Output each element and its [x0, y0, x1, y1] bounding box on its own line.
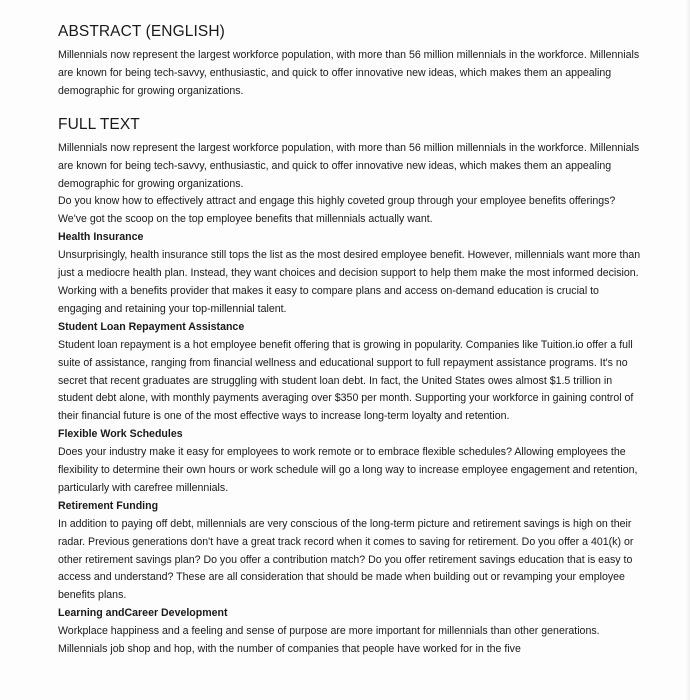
section-title-retirement: Retirement Funding	[58, 499, 159, 512]
abstract-paragraph: Millennials now represent the largest workforce population, with more than 56 million millennials in the workforce. Millennials are known for being tech-savvy, enthusiastic, and quick to offer innovative new ideas, which makes them an appealing demographic for growing organizations.	[58, 49, 640, 97]
section-body-health-insurance: Unsurprisingly, health insurance still tops the list as the most desired employee benefit. However, millennials want more than just a mediocre health plan. Instead, they want choices and decision support to help them make the most informed decision. Working with a benefits provider that makes it easy to compare plans and access on-demand education is crucial to engaging and retaining your top-millennial talent.	[58, 249, 641, 315]
section-body-retirement: In addition to paying off debt, millennials are very conscious of the long-term picture and retirement savings is high on their radar. Previous generations don't have a great track record when it comes to saving for retirement. Do you offer a 401(k) or other retirement savings plan? Do you offer a contribution match? Do you offer retirement savings education that is easy to access and understand? These are all consideration that should be made when building out or revamping your employee benefits plans.	[58, 517, 634, 602]
intro-paragraph: We've got the scoop on the top employee benefits that millennials actually want.	[58, 213, 433, 226]
section-body-learning-career: Workplace happiness and a feeling and sense of purpose are more important for millennials than other generations. Millennials job shop and hop, with the number of companies that people have worked for in the five	[58, 625, 600, 656]
section-title-health-insurance: Health Insurance	[58, 231, 144, 244]
section-title-flexible-work: Flexible Work Schedules	[58, 428, 183, 441]
section-body-student-loan: Student loan repayment is a hot employee benefit offering that is growing in popularity. Companies like Tuition.io offer a full suite of assistance, ranging from financial wellness and educational support to full repayment assistance programs. It's no secret that recent graduates are struggling with student loan debt. In fact, the United States owes almost $1.5 trillion in student debt alone, with monthly payments averaging over $350 per month. Supporting your workforce in gaining control of their financial future is one of the most effective ways to increase long-term loyalty and retention.	[58, 338, 634, 423]
page-edge-shadow	[686, 0, 690, 700]
section-title-learning-career: Learning andCareer Development	[58, 607, 228, 620]
section-title-student-loan: Student Loan Repayment Assistance	[58, 320, 245, 333]
section-body-flexible-work: Does your industry make it easy for employees to work remote or to embrace flexible schedules? Allowing employees the flexibility to determine their own hours or work schedule will go a long way to increase employee engagement and retention, particularly with carefree millennials.	[58, 446, 638, 494]
abstract-heading: ABSTRACT (ENGLISH)	[58, 23, 225, 40]
intro-paragraph: Millennials now represent the largest workforce population, with more than 56 million millennials in the workforce. Millennials are known for being tech-savvy, enthusiastic, and quick to offer innovative new ideas, which makes them an appealing demographic for growing organizations.	[58, 141, 640, 190]
document-content	[58, 22, 643, 659]
full-text-heading: FULL TEXT	[58, 115, 140, 133]
intro-paragraph: Do you know how to effectively attract and engage this highly coveted group through your employee benefits offerings?	[58, 195, 616, 208]
